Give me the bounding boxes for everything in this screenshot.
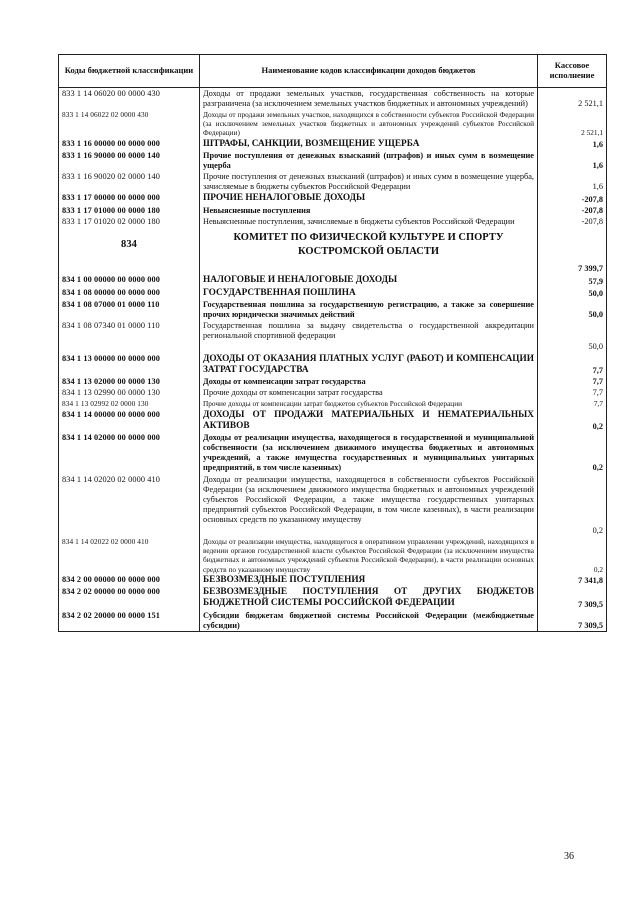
- table-row: [59, 227, 607, 263]
- amount-cell: [538, 474, 607, 526]
- name-cell: [200, 525, 538, 536]
- name-cell: Государственная пошлина за выдачу свидетельства о государственной аккредитации региональной спортивной федерации: [200, 320, 538, 341]
- name-cell: Невыясненные поступления: [200, 205, 538, 216]
- name-cell: Доходы от компенсации затрат государства: [200, 376, 538, 387]
- code-cell: 833 1 17 01020 02 0000 180: [59, 216, 200, 227]
- code-cell: 834 1 08 07340 01 0000 110: [59, 320, 200, 341]
- code-cell: 834 1 14 00000 00 0000 000: [59, 409, 200, 433]
- code-cell: 834 2 02 20000 00 0000 151: [59, 610, 200, 632]
- amount-cell: [538, 320, 607, 341]
- table-row: [59, 586, 607, 610]
- code-cell: 833 1 16 90020 02 0000 140: [59, 171, 200, 192]
- name-cell: Доходы от реализации имущества, находящегося в оперативном управлении учреждений, находящихся в ведении органов государственной власти субъектов Российской Федерации (за исключением имущества бюджетных и автономных учреждений субъектов Российской Федерации), в части реализации основных средств по указанному имуществу: [200, 536, 538, 573]
- name-cell: [200, 263, 538, 274]
- table-row: [59, 263, 607, 274]
- code-cell: 833 1 16 00000 00 0000 000: [59, 138, 200, 150]
- table-row: [59, 192, 607, 204]
- table-row: [59, 574, 607, 586]
- amount-cell: 2 521,1: [538, 109, 607, 137]
- table-body: [59, 88, 607, 632]
- amount-cell: 0,2: [538, 409, 607, 433]
- name-cell: Прочие поступления от денежных взысканий (штрафов) и иных сумм в возмещение ущерба: [200, 150, 538, 171]
- table-row: [59, 109, 607, 137]
- name-cell: БЕЗВОЗМЕЗДНЫЕ ПОСТУПЛЕНИЯ: [200, 574, 538, 586]
- revenue-table: [58, 54, 607, 632]
- table-row: [59, 353, 607, 377]
- name-cell: ПРОЧИЕ НЕНАЛОГОВЫЕ ДОХОДЫ: [200, 192, 538, 204]
- table-row: [59, 171, 607, 192]
- amount-cell: -207,8: [538, 205, 607, 216]
- code-cell: 833 1 14 06020 00 0000 430: [59, 88, 200, 110]
- code-cell: 834 1 08 00000 00 0000 000: [59, 287, 200, 299]
- code-cell: 833 1 17 01000 00 0000 180: [59, 205, 200, 216]
- amount-cell: 1,6: [538, 138, 607, 150]
- table-row: [59, 205, 607, 216]
- table-row: [59, 320, 607, 341]
- table-row: [59, 376, 607, 387]
- amount-cell: 7 309,5: [538, 610, 607, 632]
- table-row: [59, 150, 607, 171]
- amount-cell: 0,2: [538, 525, 607, 536]
- name-cell: ДОХОДЫ ОТ ПРОДАЖИ МАТЕРИАЛЬНЫХ И НЕМАТЕРИАЛЬНЫХ АКТИВОВ: [200, 409, 538, 433]
- code-cell: 834 1 14 02020 02 0000 410: [59, 474, 200, 526]
- name-cell: Доходы от продажи земельных участков, государственная собственность на которые разграничена (за исключением земельных участков бюджетных и автономных учреждений): [200, 88, 538, 110]
- table-row: [59, 387, 607, 398]
- code-cell: [59, 263, 200, 274]
- code-cell: 834 1 13 02000 00 0000 130: [59, 376, 200, 387]
- amount-cell: 50,0: [538, 299, 607, 320]
- code-cell: 834 1 13 00000 00 0000 000: [59, 353, 200, 377]
- table-row: [59, 138, 607, 150]
- amount-cell: 50,0: [538, 341, 607, 352]
- code-cell: 834 1 14 02000 00 0000 000: [59, 432, 200, 473]
- table-row: [59, 432, 607, 473]
- name-cell: ГОСУДАРСТВЕННАЯ ПОШЛИНА: [200, 287, 538, 299]
- name-cell: БЕЗВОЗМЕЗДНЫЕ ПОСТУПЛЕНИЯ ОТ ДРУГИХ БЮДЖЕТОВ БЮДЖЕТНОЙ СИСТЕМЫ РОССИЙСКОЙ ФЕДЕРАЦИИ: [200, 586, 538, 610]
- header-name: Наименование кодов классификации доходов бюджетов: [200, 55, 538, 88]
- amount-cell: 50,0: [538, 287, 607, 299]
- code-cell: [59, 525, 200, 536]
- amount-cell: 7,7: [538, 387, 607, 398]
- table-header-row: [59, 55, 607, 88]
- code-cell: 834 2 00 00000 00 0000 000: [59, 574, 200, 586]
- amount-cell: -207,8: [538, 192, 607, 204]
- name-cell: НАЛОГОВЫЕ И НЕНАЛОГОВЫЕ ДОХОДЫ: [200, 274, 538, 286]
- table-row: [59, 274, 607, 286]
- amount-cell: 7,7: [538, 376, 607, 387]
- code-cell: 834 1 08 07000 01 0000 110: [59, 299, 200, 320]
- amount-cell: [538, 227, 607, 263]
- code-cell: [59, 341, 200, 352]
- name-cell: Доходы от реализации имущества, находящегося в государственной и муниципальной собственности (за исключением движимого имущества бюджетных и автономных учреждений, а также имущества государственных и муниципальных унитарных предприятий, в том числе казенных): [200, 432, 538, 473]
- amount-cell: 2 521,1: [538, 88, 607, 110]
- amount-cell: 0,2: [538, 432, 607, 473]
- table-row: [59, 299, 607, 320]
- table-row: [59, 474, 607, 526]
- table-row: [59, 536, 607, 573]
- name-cell: Доходы от продажи земельных участков, находящихся в собственности субъектов Российской Федерации (за исключением земельных участков бюджетных и автономных учреждений субъектов Российской Федерации): [200, 109, 538, 137]
- amount-cell: 0,2: [538, 536, 607, 573]
- name-cell: Прочие доходы от компенсации затрат бюджетов субъектов Российской Федерации: [200, 398, 538, 408]
- amount-cell: 57,9: [538, 274, 607, 286]
- name-cell: КОМИТЕТ ПО ФИЗИЧЕСКОЙ КУЛЬТУРЕ И СПОРТУ КОСТРОМСКОЙ ОБЛАСТИ: [200, 227, 538, 263]
- header-codes: Коды бюджетной классификации: [59, 55, 200, 88]
- code-cell: 833 1 16 90000 00 0000 140: [59, 150, 200, 171]
- code-cell: 834 1 14 02022 02 0000 410: [59, 536, 200, 573]
- table-row: [59, 398, 607, 408]
- amount-cell: 7 341,8: [538, 574, 607, 586]
- amount-cell: 1,6: [538, 171, 607, 192]
- name-cell: Невыясненные поступления, зачисляемые в бюджеты субъектов Российской Федерации: [200, 216, 538, 227]
- amount-cell: 7,7: [538, 353, 607, 377]
- amount-cell: 7 399,7: [538, 263, 607, 274]
- name-cell: ДОХОДЫ ОТ ОКАЗАНИЯ ПЛАТНЫХ УСЛУГ (РАБОТ) И КОМПЕНСАЦИИ ЗАТРАТ ГОСУДАРСТВА: [200, 353, 538, 377]
- code-cell: 834: [59, 227, 200, 263]
- table-row: [59, 216, 607, 227]
- code-cell: 834 1 13 02992 02 0000 130: [59, 398, 200, 408]
- name-cell: ШТРАФЫ, САНКЦИИ, ВОЗМЕЩЕНИЕ УЩЕРБА: [200, 138, 538, 150]
- name-cell: [200, 341, 538, 352]
- header-amount: Кассовое исполнение: [538, 55, 607, 88]
- code-cell: 833 1 17 00000 00 0000 000: [59, 192, 200, 204]
- amount-cell: -207,8: [538, 216, 607, 227]
- amount-cell: 7 309,5: [538, 586, 607, 610]
- name-cell: Субсидии бюджетам бюджетной системы Российской Федерации (межбюджетные субсидии): [200, 610, 538, 632]
- name-cell: Доходы от реализации имущества, находящегося в собственности субъектов Российской Федерации (за исключением движимого имущества бюджетных и автономных учреждений субъектов Российской Федерации, а также имущества государственных унитарных предприятий субъектов Российской Федерации, в том числе казенных), в части реализации основных средств по указанному имуществу: [200, 474, 538, 526]
- table-row: [59, 610, 607, 632]
- code-cell: 834 2 02 00000 00 0000 000: [59, 586, 200, 610]
- code-cell: 834 1 00 00000 00 0000 000: [59, 274, 200, 286]
- name-cell: Прочие поступления от денежных взысканий (штрафов) и иных сумм в возмещение ущерба, зачисляемые в бюджеты субъектов Российской Федерации: [200, 171, 538, 192]
- name-cell: Прочие доходы от компенсации затрат государства: [200, 387, 538, 398]
- table-row: [59, 525, 607, 536]
- table-row: [59, 88, 607, 110]
- table-row: [59, 287, 607, 299]
- name-cell: Государственная пошлина за государственную регистрацию, а также за совершение прочих юридически значимых действий: [200, 299, 538, 320]
- page-number: 36: [564, 851, 574, 862]
- amount-cell: 1,6: [538, 150, 607, 171]
- amount-cell: 7,7: [538, 398, 607, 408]
- table-row: [59, 409, 607, 433]
- code-cell: 833 1 14 06022 02 0000 430: [59, 109, 200, 137]
- code-cell: 834 1 13 02990 00 0000 130: [59, 387, 200, 398]
- table-row: [59, 341, 607, 352]
